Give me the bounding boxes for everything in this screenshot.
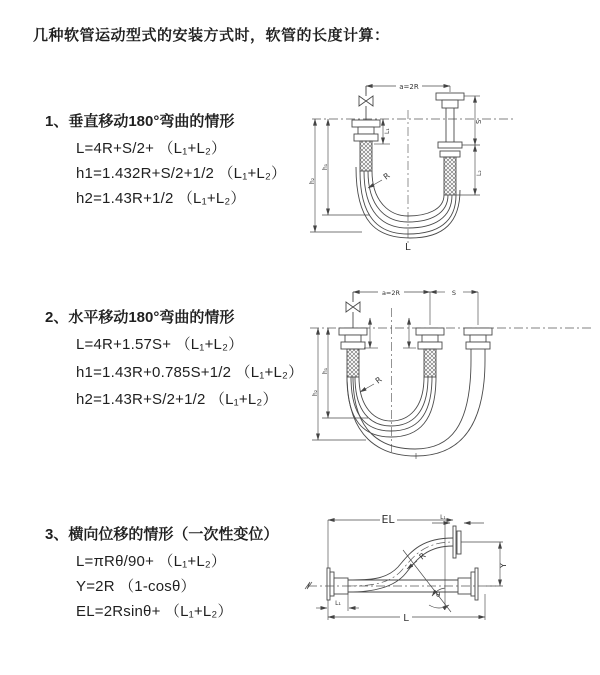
d3-label-l: L (403, 613, 409, 624)
diagram-lateral-displacement (300, 498, 600, 650)
diagram-vertical-180-bend (308, 72, 595, 254)
d2-label-h1: h₁ (322, 367, 329, 374)
d1-label-l1: L₁ (384, 128, 391, 134)
section-2-formula-h1: h1=1.43R+0.785S+1/2 （L₁+L₂） (76, 364, 304, 381)
d3-label-l1-bottom: L₁ (335, 600, 341, 607)
d2-top-dimension (353, 289, 478, 325)
d1-label-s: S (475, 119, 483, 124)
d3-left-flange (327, 568, 348, 600)
section-2-heading: 2、水平移动180°弯曲的情形 (45, 309, 235, 326)
section-3-formula-L: L=πRθ/90+ （L₁+L₂） (76, 553, 227, 570)
d2-label-a2r: a=2R (381, 289, 401, 297)
diagram-horizontal-180-bend (308, 280, 598, 465)
d3-label-el: EL (381, 513, 395, 526)
d1-label-l2: L₂ (476, 170, 483, 176)
d2-label-r: R (373, 375, 384, 386)
d3-hose (348, 538, 453, 592)
braid-section (424, 349, 436, 377)
section-2-formula-L: L=4R+1.57S+ （L₁+L₂） (76, 336, 244, 353)
d2-radius-callout (360, 375, 384, 392)
d1-s-dimension (462, 96, 483, 145)
valve-icon (346, 302, 360, 312)
break-mark (305, 582, 312, 589)
d2-middle-pipe (416, 328, 444, 377)
braid-section (444, 157, 456, 195)
d1-label-r: R (381, 171, 392, 182)
d1-label-h2: h₂ (309, 177, 316, 184)
braid-section (360, 141, 372, 171)
section-1-formula-h2: h2=1.43R+1/2 （L₁+L₂） (76, 190, 246, 207)
d1-label-a2r: a=2R (399, 83, 419, 91)
section-2-formula-h2: h2=1.43R+S/2+1/2 （L₁+L₂） (76, 391, 278, 408)
d1-left-pipe (352, 86, 380, 171)
d3-label-l1-top: L₁ (440, 514, 446, 521)
d1-label-l: L (405, 242, 411, 253)
d3-l-dimension (328, 594, 485, 624)
d2-label-h2: h₂ (312, 389, 319, 396)
section-1-formula-L: L=4R+S/2+ （L₁+L₂） (76, 140, 227, 157)
d1-centerlines (312, 110, 516, 246)
d3-l1-top-dimension (432, 514, 484, 523)
d3-label-y: Y (499, 563, 508, 568)
d3-l1-bottom-dimension (316, 594, 359, 611)
d3-upper-flange (453, 526, 461, 558)
d1-top-dimension (366, 83, 450, 94)
d1-label-h1: h₁ (322, 163, 329, 170)
section-3-formula-EL: EL=2Rsinθ+ （L₁+L₂） (76, 603, 233, 620)
section-3-heading: 3、横向位移的情形（一次性变位） (45, 526, 279, 543)
d3-label-r: R (417, 551, 428, 562)
section-3-formula-Y: Y=2R （1-cosθ） (76, 578, 196, 595)
d2-right-pipe (464, 328, 492, 360)
d2-fitting-dimensions (364, 318, 416, 348)
d2-left-pipe (339, 292, 367, 377)
section-1-heading: 1、垂直移动180°弯曲的情形 (45, 113, 235, 130)
d2-label-s: S (451, 289, 457, 297)
page-title: 几种软管运动型式的安装方式时，软管的长度计算： (33, 27, 390, 44)
section-1-formula-h1: h1=1.432R+S/2+1/2 （L₁+L₂） (76, 165, 287, 182)
d1-right-pipe (436, 93, 464, 195)
d3-label-theta: θ (436, 591, 441, 599)
valve-icon (359, 96, 373, 106)
braid-section (347, 349, 359, 377)
d3-el-dimension (328, 513, 453, 620)
